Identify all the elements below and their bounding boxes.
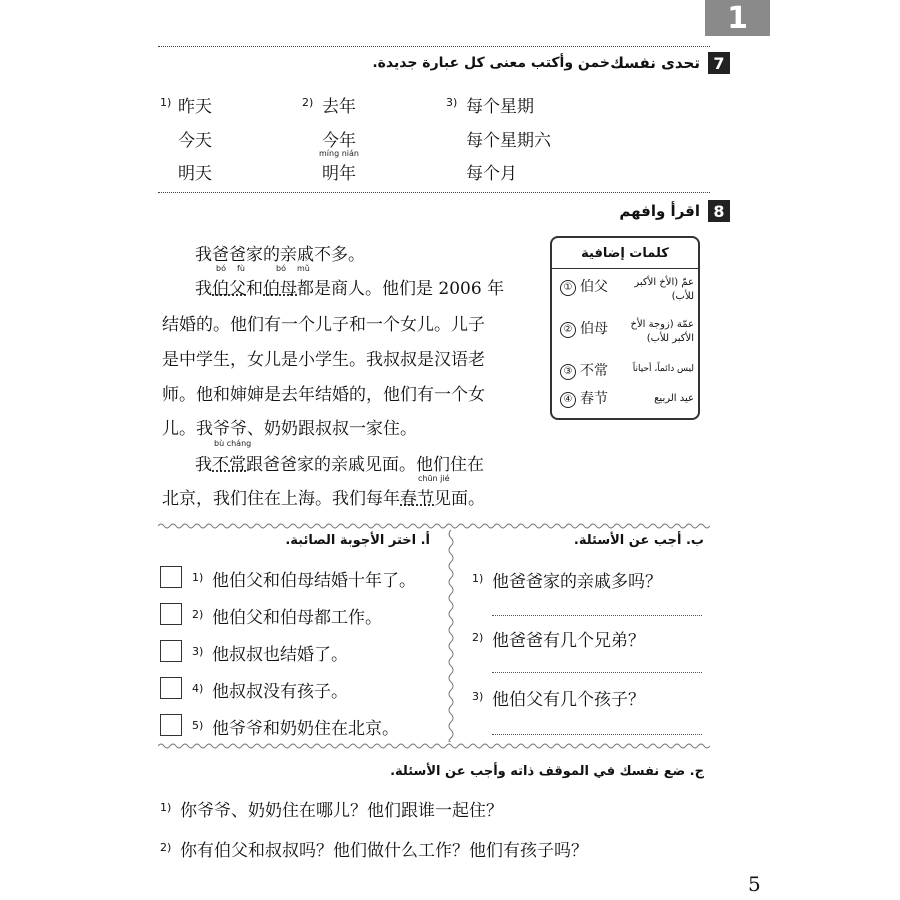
unit-tab — [705, 0, 770, 36]
passage-line: 我爸爸家的亲戚不多。 — [195, 245, 365, 265]
answer-checkbox[interactable] — [160, 566, 182, 588]
page-number: 5 — [748, 872, 761, 896]
pinyin: chūn jié — [418, 474, 450, 483]
passage-line: 师。他和婶婶是去年结婚的，他们有一个女 — [162, 385, 485, 405]
passage-line: 是中学生，女儿是小学生。我叔叔是汉语老 — [162, 350, 485, 370]
phrase: 每个星期六 — [466, 131, 551, 151]
vocab-number: ③ — [560, 364, 576, 380]
section-7-number: 7 — [708, 52, 730, 74]
statement: 他爷爷和奶奶住在北京。 — [212, 719, 399, 739]
item-label: 3) — [446, 96, 458, 109]
pinyin: míng nián — [319, 149, 359, 158]
item-label: 2) — [472, 631, 484, 644]
answer-line[interactable] — [492, 672, 702, 673]
divider — [158, 192, 710, 193]
vocab-word: 伯母 — [580, 321, 608, 337]
section-8-number: 8 — [708, 200, 730, 222]
item-label: 2) — [302, 96, 314, 109]
answer-checkbox[interactable] — [160, 677, 182, 699]
answer-checkbox[interactable] — [160, 714, 182, 736]
passage-line: 我不常跟爸爸家的亲戚见面。他们住在 — [195, 455, 484, 475]
item-label: 2) — [160, 841, 172, 854]
item-label: 3) — [192, 645, 204, 658]
question: 他爸爸有几个兄弟？ — [492, 631, 645, 651]
item-label: 3) — [472, 690, 484, 703]
pinyin: bù cháng — [214, 439, 252, 448]
answer-checkbox[interactable] — [160, 603, 182, 625]
question: 他伯父有几个孩子？ — [492, 690, 645, 710]
phrase: 每个月 — [466, 164, 517, 184]
phrase: 明天 — [178, 164, 212, 184]
question: 你爷爷、奶奶住在哪儿？他们跟谁一起住？ — [180, 801, 503, 821]
statement: 他叔叔也结婚了。 — [212, 645, 348, 665]
answer-line[interactable] — [492, 615, 702, 616]
vocab-title: كلمات إضافية — [552, 238, 698, 269]
item-label: 1) — [160, 801, 172, 814]
vocab-number: ① — [560, 280, 576, 296]
passage-line: 儿。我爷爷、奶奶跟叔叔一家住。 — [162, 419, 417, 439]
vocab-box — [550, 236, 700, 420]
phrase: 今年 — [322, 131, 356, 151]
phrase: 明年 — [322, 164, 356, 184]
passage-line: 北京，我们住在上海。我们每年春节见面。 — [162, 489, 485, 509]
vocab-word: 不常 — [580, 363, 608, 379]
wavy-divider — [158, 522, 710, 530]
answer-line[interactable] — [492, 734, 702, 735]
part-c-title: ج. ضع نفسك في الموقف ذاته وأجب عن الأسئلة. — [390, 764, 704, 779]
vocab-word: 春节 — [580, 391, 608, 407]
section-8-title: اقرأ وافهم — [619, 202, 700, 220]
wavy-divider — [158, 742, 710, 750]
passage-line: 我伯父和伯母都是商人。他们是 2006 年 — [195, 279, 505, 299]
question: 他爸爸家的亲戚多吗？ — [492, 572, 662, 592]
phrase: 每个星期 — [466, 97, 534, 117]
unit-number: 1 — [727, 0, 748, 36]
phrase: 去年 — [322, 97, 356, 117]
vocab-meaning: عمّة (زوجة الأخ الأكبر للأب) — [630, 319, 694, 344]
divider — [158, 46, 710, 47]
item-label: 4) — [192, 682, 204, 695]
vocab-meaning: ليس دائماً، أحياناً — [632, 364, 694, 374]
section-7-instruction: خمن وأكتب معنى كل عبارة جديدة. — [372, 55, 610, 71]
statement: 他叔叔没有孩子。 — [212, 682, 348, 702]
pinyin: bó — [276, 264, 286, 273]
vocab-meaning: عيد الربيع — [654, 393, 694, 404]
section-7-title: تحدى نفسك — [610, 54, 700, 72]
statement: 他伯父和伯母都工作。 — [212, 608, 382, 628]
vocab-word: 伯父 — [580, 279, 608, 295]
question: 你有伯父和叔叔吗？他们做什么工作？他们有孩子吗？ — [180, 841, 588, 861]
pinyin: bó — [216, 264, 226, 273]
item-label: 1) — [160, 96, 172, 109]
phrase: 昨天 — [178, 97, 212, 117]
vocab-number: ④ — [560, 392, 576, 408]
vocab-number: ② — [560, 322, 576, 338]
statement: 他伯父和伯母结婚十年了。 — [212, 571, 416, 591]
vocab-meaning: عمّ (الأخ الأكبر للأب) — [634, 277, 694, 302]
phrase: 今天 — [178, 131, 212, 151]
pinyin: mǔ — [297, 264, 310, 273]
item-label: 1) — [472, 572, 484, 585]
column-divider — [446, 530, 456, 742]
part-b-title: ب. أجب عن الأسئلة. — [573, 533, 704, 548]
item-label: 1) — [192, 571, 204, 584]
item-label: 2) — [192, 608, 204, 621]
part-a-title: أ. اختر الأجوبة الصائبة. — [285, 533, 430, 548]
item-label: 5) — [192, 719, 204, 732]
pinyin: fù — [237, 264, 245, 273]
answer-checkbox[interactable] — [160, 640, 182, 662]
passage-line: 结婚的。他们有一个儿子和一个女儿。儿子 — [162, 315, 485, 335]
